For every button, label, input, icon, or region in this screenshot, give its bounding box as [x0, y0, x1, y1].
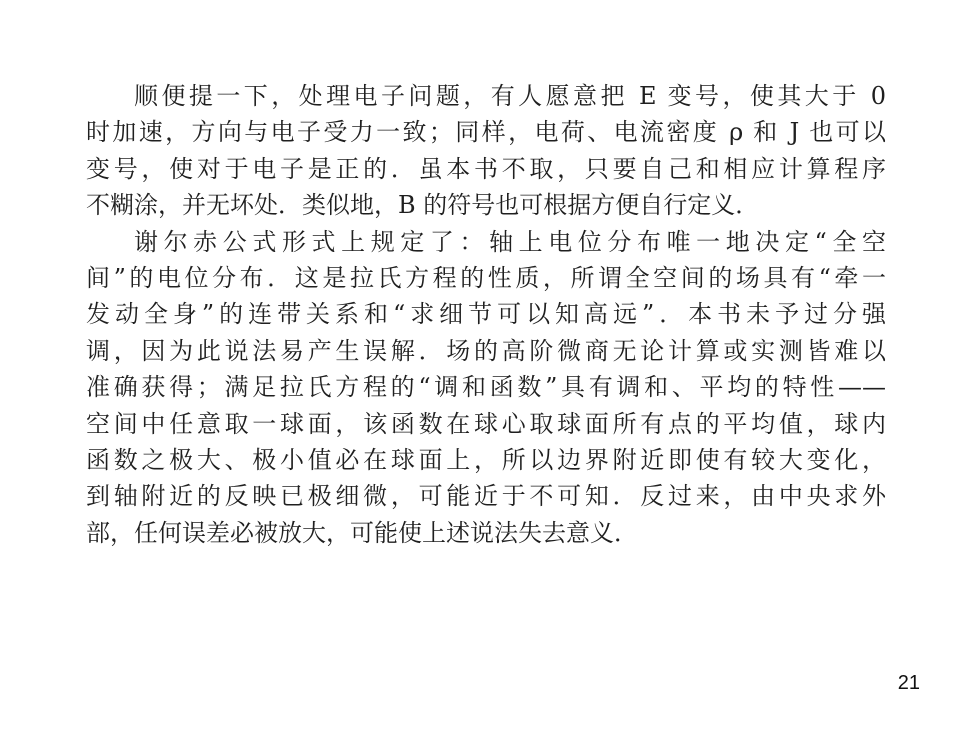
text-line: 发动全身”的连带关系和“求细节可以知高远”．本书未予过分强 — [86, 300, 886, 329]
text-line: 时加速，方向与电子受力一致；同样，电荷、电流密度 ρ 和 J 也可以 — [86, 118, 886, 147]
text-line: 变号，使对于电子是正的．虽本书不取，只要自己和相应计算程序 — [86, 154, 886, 183]
paragraph-2 — [86, 224, 886, 552]
page-number: 21 — [897, 672, 920, 694]
text-line: 调，因为此说法易产生误解．场的高阶微商无论计算或实测皆难以 — [86, 336, 886, 365]
text-line: 间”的电位分布．这是拉氏方程的性质，所谓全空间的场具有“牵一 — [86, 263, 886, 292]
text-line: 顺便提一下，处理电子问题，有人愿意把 E 变号，使其大于 0 — [134, 82, 886, 110]
text-line: 函数之极大、极小值必在球面上，所以边界附近即使有较大变化， — [86, 445, 886, 474]
text-line: 准确获得；满足拉氏方程的“调和函数”具有调和、平均的特性—— — [86, 373, 886, 402]
text-line: 空间中任意取一球面，该函数在球心取球面所有点的平均值，球内 — [86, 409, 886, 438]
text-line: 不糊涂，并无坏处．类似地，B 的符号也可根据方便自行定义． — [86, 191, 760, 220]
body-text — [86, 78, 886, 551]
paragraph-1 — [86, 78, 886, 224]
text-line: 谢尔赤公式形式上规定了：轴上电位分布唯一地决定“全空 — [134, 227, 886, 256]
text-line: 到轴附近的反映已极细微，可能近于不可知．反过来，由中央求外 — [86, 482, 886, 511]
text-line: 部，任何误差必被放大，可能使上述说法失去意义． — [86, 518, 638, 547]
